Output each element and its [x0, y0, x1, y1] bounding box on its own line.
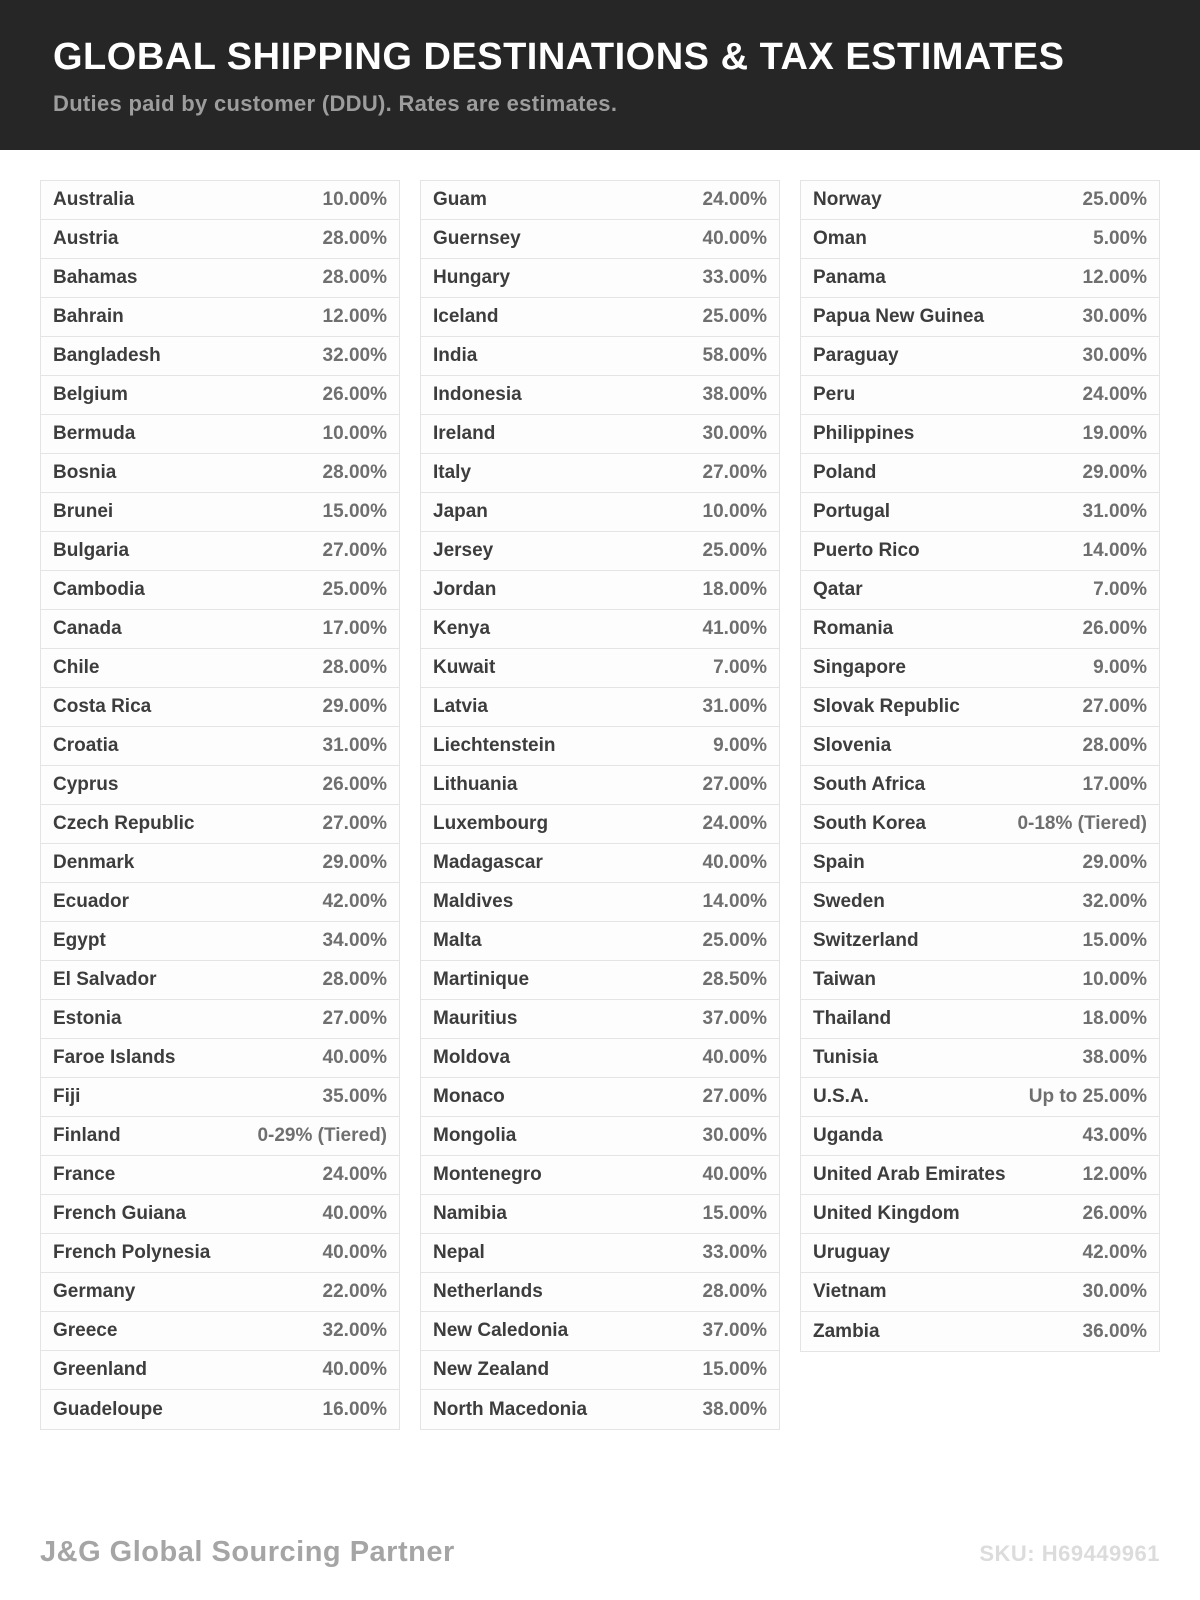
- country-name: Montenegro: [433, 1164, 542, 1185]
- tax-rate: 28.00%: [322, 657, 387, 678]
- table-row: [801, 727, 1159, 766]
- table-row: [41, 922, 399, 961]
- tax-rate: 32.00%: [322, 1320, 387, 1341]
- tax-rate: 28.00%: [322, 462, 387, 483]
- country-name: Nepal: [433, 1242, 485, 1263]
- tax-rate: 15.00%: [1082, 930, 1147, 951]
- country-name: Egypt: [53, 930, 106, 951]
- country-name: Costa Rica: [53, 696, 152, 717]
- country-name: Jersey: [433, 540, 494, 561]
- table-row: [421, 1390, 779, 1429]
- table-row: [801, 376, 1159, 415]
- tax-rate: 40.00%: [322, 1242, 387, 1263]
- table-row: [801, 1117, 1159, 1156]
- country-name: Singapore: [813, 657, 906, 678]
- table-row: [421, 1351, 779, 1390]
- table-row: [801, 805, 1159, 844]
- tax-rate: 32.00%: [322, 345, 387, 366]
- table-row: [801, 1000, 1159, 1039]
- country-name: Vietnam: [813, 1281, 887, 1302]
- tax-rate: 10.00%: [322, 423, 387, 444]
- table-row: [41, 1234, 399, 1273]
- table-row: [421, 181, 779, 220]
- table-row: [801, 1078, 1159, 1117]
- tax-rate: 30.00%: [1082, 306, 1147, 327]
- tax-rate: 35.00%: [322, 1086, 387, 1107]
- tax-rate: 43.00%: [1082, 1125, 1147, 1146]
- country-name: Madagascar: [433, 852, 543, 873]
- tax-rate: 24.00%: [1082, 384, 1147, 405]
- country-name: Italy: [433, 462, 472, 483]
- tax-rate: 28.00%: [322, 267, 387, 288]
- country-name: United Arab Emirates: [813, 1164, 1006, 1185]
- country-name: Indonesia: [433, 384, 522, 405]
- page-subtitle: Duties paid by customer (DDU). Rates are estimates.: [53, 91, 618, 116]
- country-name: Bahrain: [53, 306, 124, 327]
- country-name: Switzerland: [813, 930, 919, 951]
- tax-rate: Up to 25.00%: [1028, 1086, 1147, 1107]
- tax-rate: 30.00%: [702, 423, 767, 444]
- country-name: Netherlands: [433, 1281, 543, 1302]
- table-row: [421, 805, 779, 844]
- country-name: Ireland: [433, 423, 496, 444]
- tax-rate: 40.00%: [702, 852, 767, 873]
- country-name: Qatar: [813, 579, 863, 600]
- country-name: New Caledonia: [433, 1320, 569, 1341]
- tax-rate: 10.00%: [702, 501, 767, 522]
- tax-rate: 37.00%: [702, 1008, 767, 1029]
- country-name: Czech Republic: [53, 813, 195, 834]
- tax-rate: 18.00%: [1082, 1008, 1147, 1029]
- country-name: Taiwan: [813, 969, 876, 990]
- country-name: Brunei: [53, 501, 114, 522]
- table-row: [41, 805, 399, 844]
- tax-rate: 40.00%: [322, 1359, 387, 1380]
- country-name: Latvia: [433, 696, 488, 717]
- table-row: [41, 688, 399, 727]
- country-name: Paraguay: [813, 345, 899, 366]
- table-row: [421, 1078, 779, 1117]
- country-name: Oman: [813, 228, 867, 249]
- table-row: [421, 1273, 779, 1312]
- country-name: Uruguay: [813, 1242, 891, 1263]
- country-name: Bahamas: [53, 267, 138, 288]
- tax-rate: 29.00%: [1082, 462, 1147, 483]
- country-name: Guam: [433, 189, 487, 210]
- table-row: [801, 1234, 1159, 1273]
- country-name: Poland: [813, 462, 877, 483]
- tax-rate: 27.00%: [1082, 696, 1147, 717]
- table-row: [41, 1000, 399, 1039]
- footer: [40, 1430, 1160, 1569]
- table-row: [421, 1000, 779, 1039]
- table-row: [41, 1351, 399, 1390]
- country-name: Guadeloupe: [53, 1398, 163, 1420]
- country-name: Puerto Rico: [813, 540, 920, 561]
- table-row: [801, 766, 1159, 805]
- table-row: [801, 571, 1159, 610]
- table-row: [801, 220, 1159, 259]
- tax-rate: 27.00%: [322, 540, 387, 561]
- country-name: Kenya: [433, 618, 491, 639]
- tax-rate: 17.00%: [1082, 774, 1147, 795]
- table-row: [421, 493, 779, 532]
- tax-rate: 9.00%: [713, 735, 767, 756]
- table-row: [421, 1039, 779, 1078]
- tax-rate: 37.00%: [702, 1320, 767, 1341]
- country-name: Australia: [53, 189, 135, 210]
- table-row: [41, 220, 399, 259]
- table-row: [801, 1039, 1159, 1078]
- tax-rate: 28.50%: [702, 969, 767, 990]
- rates-column-1: [40, 180, 400, 1430]
- table-row: [41, 337, 399, 376]
- tax-rate: 27.00%: [322, 813, 387, 834]
- table-row: [41, 961, 399, 1000]
- table-row: [801, 454, 1159, 493]
- table-row: [421, 532, 779, 571]
- tax-rate: 25.00%: [702, 540, 767, 561]
- table-row: [421, 454, 779, 493]
- country-name: Greece: [53, 1320, 118, 1341]
- header-banner: [0, 0, 1200, 150]
- table-row: [41, 844, 399, 883]
- country-name: Hungary: [433, 267, 511, 288]
- table-row: [421, 766, 779, 805]
- tax-rate: 28.00%: [702, 1281, 767, 1302]
- tax-rate: 12.00%: [1082, 267, 1147, 288]
- country-name: Croatia: [53, 735, 119, 756]
- country-name: Papua New Guinea: [813, 306, 985, 327]
- tax-rate: 26.00%: [322, 774, 387, 795]
- country-name: Malta: [433, 930, 482, 951]
- country-name: Maldives: [433, 891, 514, 912]
- country-name: India: [433, 345, 478, 366]
- table-row: [41, 493, 399, 532]
- tax-rate: 10.00%: [322, 189, 387, 210]
- table-row: [801, 1312, 1159, 1351]
- country-name: Lithuania: [433, 774, 518, 795]
- tax-rate: 27.00%: [322, 1008, 387, 1029]
- table-row: [421, 727, 779, 766]
- table-row: [41, 571, 399, 610]
- table-row: [41, 532, 399, 571]
- country-name: Bangladesh: [53, 345, 161, 366]
- tax-rate: 7.00%: [1093, 579, 1147, 600]
- tax-rate: 40.00%: [702, 228, 767, 249]
- tax-rate: 38.00%: [1082, 1047, 1147, 1068]
- country-name: Martinique: [433, 969, 530, 990]
- table-row: [801, 337, 1159, 376]
- table-row: [421, 1312, 779, 1351]
- country-name: South Africa: [813, 774, 926, 795]
- country-name: New Zealand: [433, 1359, 550, 1380]
- tax-rate: 58.00%: [702, 345, 767, 366]
- table-row: [421, 844, 779, 883]
- tax-rate: 33.00%: [702, 1242, 767, 1263]
- tax-rate: 19.00%: [1082, 423, 1147, 444]
- country-name: Cambodia: [53, 579, 145, 600]
- table-row: [421, 1156, 779, 1195]
- tax-rate: 31.00%: [1082, 501, 1147, 522]
- country-name: Germany: [53, 1281, 136, 1302]
- country-name: Slovak Republic: [813, 696, 960, 717]
- table-row: [421, 337, 779, 376]
- country-name: Liechtenstein: [433, 735, 556, 756]
- country-name: Belgium: [53, 384, 128, 405]
- table-row: [41, 298, 399, 337]
- country-name: French Guiana: [53, 1203, 187, 1224]
- tax-rate: 33.00%: [702, 267, 767, 288]
- table-row: [801, 649, 1159, 688]
- tax-rate: 26.00%: [322, 384, 387, 405]
- table-row: [421, 415, 779, 454]
- table-row: [41, 610, 399, 649]
- country-name: Monaco: [433, 1086, 505, 1107]
- table-row: [421, 376, 779, 415]
- country-name: Philippines: [813, 423, 915, 444]
- table-row: [421, 571, 779, 610]
- country-name: Chile: [53, 657, 100, 678]
- country-name: Spain: [813, 852, 865, 873]
- tax-rate: 12.00%: [322, 306, 387, 327]
- tax-rate: 26.00%: [1082, 618, 1147, 639]
- table-row: [41, 883, 399, 922]
- country-name: Bosnia: [53, 462, 117, 483]
- country-name: Zambia: [813, 1320, 880, 1342]
- country-name: North Macedonia: [433, 1398, 588, 1420]
- table-row: [421, 220, 779, 259]
- tax-rate: 38.00%: [702, 384, 767, 405]
- table-row: [41, 1117, 399, 1156]
- tax-rate: 15.00%: [702, 1359, 767, 1380]
- tax-rate: 29.00%: [1082, 852, 1147, 873]
- tax-rate: 29.00%: [322, 696, 387, 717]
- tax-rate: 28.00%: [1082, 735, 1147, 756]
- country-name: Jordan: [433, 579, 497, 600]
- table-row: [801, 1156, 1159, 1195]
- tax-rate: 28.00%: [322, 969, 387, 990]
- country-name: French Polynesia: [53, 1242, 211, 1263]
- country-name: Iceland: [433, 306, 499, 327]
- country-name: Mongolia: [433, 1125, 517, 1146]
- table-row: [421, 259, 779, 298]
- tax-rate: 26.00%: [1082, 1203, 1147, 1224]
- tax-rate: 34.00%: [322, 930, 387, 951]
- country-name: U.S.A.: [813, 1086, 869, 1107]
- tax-rate: 41.00%: [702, 618, 767, 639]
- sku-label: SKU: H69449961: [979, 1541, 1160, 1566]
- table-row: [421, 883, 779, 922]
- country-name: Slovenia: [813, 735, 892, 756]
- country-name: Portugal: [813, 501, 891, 522]
- table-row: [801, 259, 1159, 298]
- tax-rate: 12.00%: [1082, 1164, 1147, 1185]
- country-name: Norway: [813, 189, 882, 210]
- brand-name: J&G Global Sourcing Partner: [40, 1536, 455, 1568]
- table-row: [421, 922, 779, 961]
- tax-rate: 24.00%: [702, 189, 767, 210]
- table-row: [801, 844, 1159, 883]
- country-name: Austria: [53, 228, 119, 249]
- tax-rate: 18.00%: [702, 579, 767, 600]
- country-name: Moldova: [433, 1047, 511, 1068]
- tax-rate: 16.00%: [322, 1398, 387, 1420]
- table-row: [41, 1039, 399, 1078]
- table-row: [41, 1156, 399, 1195]
- country-name: France: [53, 1164, 116, 1185]
- table-row: [41, 454, 399, 493]
- tax-rate: 40.00%: [322, 1203, 387, 1224]
- page-title: GLOBAL SHIPPING DESTINATIONS & TAX ESTIMATES: [53, 36, 1065, 78]
- country-name: Ecuador: [53, 891, 130, 912]
- table-row: [801, 1195, 1159, 1234]
- tax-rate: 10.00%: [1082, 969, 1147, 990]
- table-row: [421, 649, 779, 688]
- tax-rate: 42.00%: [322, 891, 387, 912]
- table-row: [41, 1273, 399, 1312]
- table-row: [41, 1312, 399, 1351]
- tax-rate: 15.00%: [322, 501, 387, 522]
- tax-rate: 24.00%: [702, 813, 767, 834]
- table-row: [41, 1390, 399, 1429]
- tax-rate: 29.00%: [322, 852, 387, 873]
- tax-rate: 25.00%: [1082, 189, 1147, 210]
- country-name: Estonia: [53, 1008, 122, 1029]
- country-name: Denmark: [53, 852, 135, 873]
- country-name: El Salvador: [53, 969, 157, 990]
- table-row: [801, 922, 1159, 961]
- table-row: [801, 181, 1159, 220]
- country-name: Kuwait: [433, 657, 496, 678]
- table-row: [801, 961, 1159, 1000]
- tax-rate: 15.00%: [702, 1203, 767, 1224]
- country-name: Sweden: [813, 891, 885, 912]
- tax-rate: 22.00%: [322, 1281, 387, 1302]
- tax-rate: 40.00%: [702, 1164, 767, 1185]
- table-row: [41, 259, 399, 298]
- table-row: [801, 610, 1159, 649]
- table-row: [41, 766, 399, 805]
- table-row: [41, 415, 399, 454]
- tax-rate: 30.00%: [1082, 1281, 1147, 1302]
- country-name: Mauritius: [433, 1008, 518, 1029]
- tax-rate: 40.00%: [702, 1047, 767, 1068]
- tax-rate: 14.00%: [1082, 540, 1147, 561]
- table-row: [801, 493, 1159, 532]
- tax-rate: 14.00%: [702, 891, 767, 912]
- country-name: Cyprus: [53, 774, 119, 795]
- tax-rate: 30.00%: [702, 1125, 767, 1146]
- tax-rate: 5.00%: [1093, 228, 1147, 249]
- country-name: Namibia: [433, 1203, 507, 1224]
- table-row: [421, 298, 779, 337]
- country-name: Finland: [53, 1125, 121, 1146]
- country-name: South Korea: [813, 813, 926, 834]
- tax-rate: 9.00%: [1093, 657, 1147, 678]
- tax-rate: 24.00%: [322, 1164, 387, 1185]
- country-name: Uganda: [813, 1125, 883, 1146]
- rates-column-3: [800, 180, 1160, 1352]
- table-row: [421, 1195, 779, 1234]
- table-row: [421, 1117, 779, 1156]
- tax-rate: 31.00%: [322, 735, 387, 756]
- country-name: Luxembourg: [433, 813, 549, 834]
- tax-rate: 36.00%: [1082, 1320, 1147, 1342]
- tax-rate: 38.00%: [702, 1398, 767, 1420]
- table-row: [801, 688, 1159, 727]
- rates-column-2: [420, 180, 780, 1430]
- country-name: Thailand: [813, 1008, 892, 1029]
- country-name: Greenland: [53, 1359, 147, 1380]
- tax-rate: 30.00%: [1082, 345, 1147, 366]
- table-row: [801, 298, 1159, 337]
- table-row: [421, 1234, 779, 1273]
- tax-rate: 25.00%: [322, 579, 387, 600]
- tax-rate: 42.00%: [1082, 1242, 1147, 1263]
- tax-rate: 31.00%: [702, 696, 767, 717]
- country-name: Bulgaria: [53, 540, 130, 561]
- country-name: Panama: [813, 267, 886, 288]
- table-row: [41, 376, 399, 415]
- country-name: United Kingdom: [813, 1203, 960, 1224]
- country-name: Fiji: [53, 1086, 81, 1107]
- tax-rate: 27.00%: [702, 462, 767, 483]
- table-row: [41, 1195, 399, 1234]
- tax-rate: 7.00%: [713, 657, 767, 678]
- table-row: [801, 883, 1159, 922]
- table-row: [801, 415, 1159, 454]
- table-row: [41, 181, 399, 220]
- rates-table: [40, 180, 1160, 1430]
- tax-rate: 40.00%: [322, 1047, 387, 1068]
- tax-rate: 0-18% (Tiered): [1017, 813, 1147, 834]
- country-name: Bermuda: [53, 423, 136, 444]
- tax-rate: 17.00%: [322, 618, 387, 639]
- country-name: Peru: [813, 384, 856, 405]
- table-row: [801, 1273, 1159, 1312]
- tax-rate: 27.00%: [702, 774, 767, 795]
- tax-rate: 32.00%: [1082, 891, 1147, 912]
- table-row: [41, 649, 399, 688]
- table-row: [801, 532, 1159, 571]
- country-name: Guernsey: [433, 228, 521, 249]
- country-name: Japan: [433, 501, 488, 522]
- country-name: Romania: [813, 618, 894, 639]
- tax-rate: 25.00%: [702, 930, 767, 951]
- tax-rate: 0-29% (Tiered): [257, 1125, 387, 1146]
- tax-rate: 27.00%: [702, 1086, 767, 1107]
- tax-rate: 28.00%: [322, 228, 387, 249]
- tax-rate: 25.00%: [702, 306, 767, 327]
- table-row: [421, 688, 779, 727]
- country-name: Faroe Islands: [53, 1047, 176, 1068]
- country-name: Canada: [53, 618, 122, 639]
- table-row: [421, 610, 779, 649]
- table-row: [41, 1078, 399, 1117]
- table-row: [421, 961, 779, 1000]
- country-name: Tunisia: [813, 1047, 879, 1068]
- table-row: [41, 727, 399, 766]
